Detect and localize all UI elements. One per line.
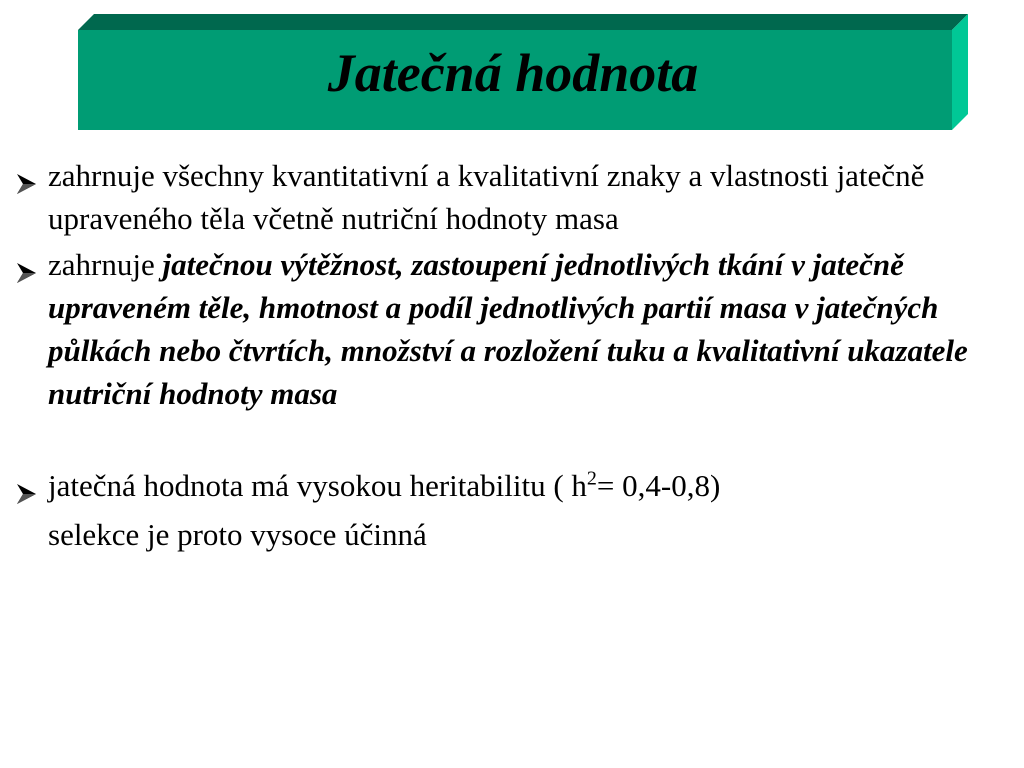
bullet-prefix: zahrnuje (48, 247, 163, 282)
bullet-item (14, 154, 1004, 240)
arrow-bullet-icon (14, 253, 40, 277)
arrow-bullet-icon (14, 164, 40, 188)
title-banner (78, 14, 968, 130)
bullet-continuation: selekce je proto vysoce účinná (48, 517, 427, 552)
slide-title: Jatečná hodnota (327, 43, 699, 103)
bullet-item (14, 464, 1004, 556)
bullet-text-start: jatečná hodnota má vysokou heritabilitu ( h (48, 468, 587, 503)
bullet-emphasis: jatečnou výtěžnost, zastoupení jednotlivých tkání v jatečně upraveném těle, hmotnost a podíl jednotlivých partií masa v jatečných půlkách nebo čtvrtích, množství a rozložení tuku a kvalitativní ukazatele nutriční hodnoty masa (48, 247, 968, 411)
bullet-text-end: = 0,4-0,8) (596, 468, 721, 503)
bullet-text: zahrnuje všechny kvantitativní a kvalitativní znaky a vlastnosti jatečně upraveného těla včetně nutriční hodnoty masa (48, 158, 925, 236)
superscript: 2 (586, 467, 597, 490)
bullet-item (14, 243, 1004, 415)
bullet-list (14, 154, 1004, 556)
arrow-bullet-icon (14, 474, 40, 498)
